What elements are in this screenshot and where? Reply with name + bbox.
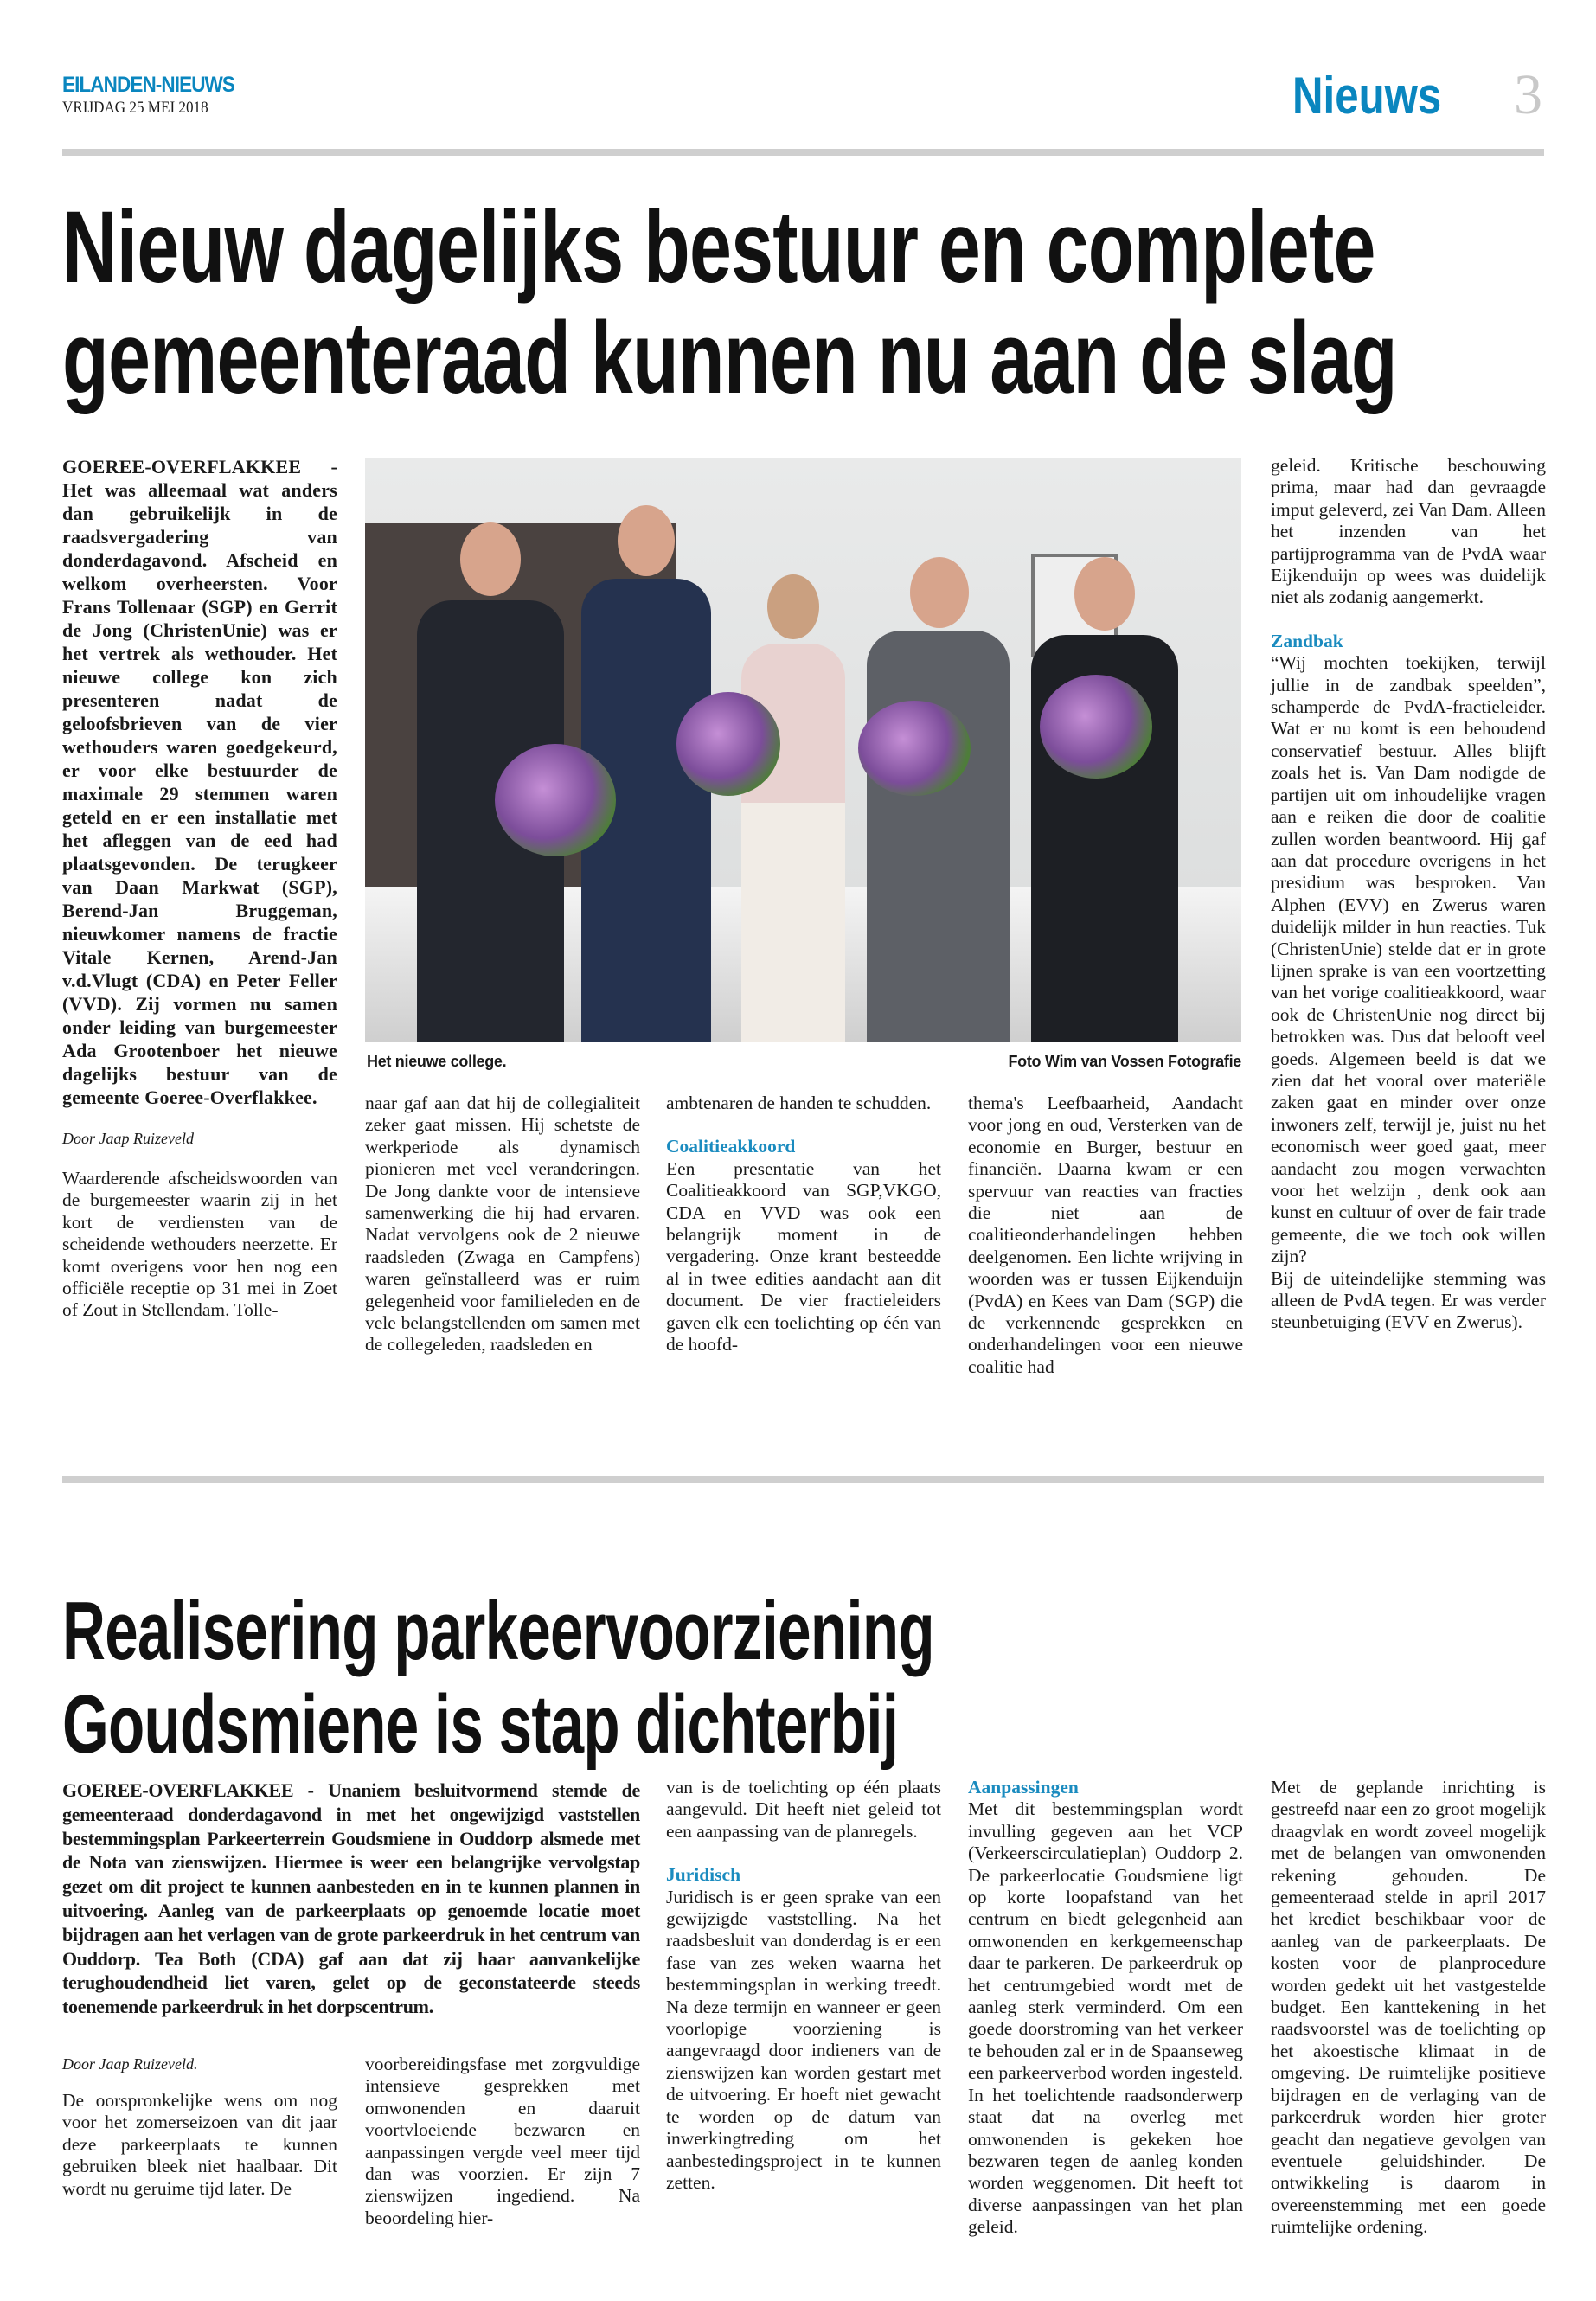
- page-number: 3: [1514, 63, 1542, 126]
- top-divider: [62, 149, 1544, 156]
- article2-lower-columns: [62, 2054, 640, 2229]
- photo-bouquet: [676, 692, 780, 796]
- article1-headline: [62, 192, 1397, 413]
- publication-logo: EILANDEN-NIEUWS: [62, 73, 234, 97]
- headline-line: gemeenteraad kunnen nu aan de slag: [62, 301, 1397, 415]
- subheading-juridisch: Juridisch: [666, 1864, 741, 1886]
- article2-column-5: Met de geplande inrichting is gestreefd naar een zo groot mogelijk draagvlak en wordt zoveel mogelijk met de belangen van omwonenden rekening gehouden. De gemeenteraad stelde in april 2017 het krediet beschikbaar voor de aanleg van de parkeerplaats. De kosten voor de planprocedure worden gedekt uit het vastgestelde budget. Een kanttekening in het raadsvoorstel was de toelichting op het akoestische klimaat in de omgeving. De ruimtelijke positieve bijdragen en de verlaging van de parkeerdruk worden hier groter geacht dan negatieve gevolgen van eventuele geluidshinder. De ontwikkeling is daarom in overeenstemming met een goede ruimtelijke ordening.: [1271, 1777, 1546, 2238]
- article1-byline: Door Jaap Ruizeveld: [62, 1130, 194, 1147]
- photo-caption: Het nieuwe college.: [367, 1053, 507, 1070]
- subheading-zandbak: Zandbak: [1271, 630, 1343, 651]
- photo-bouquet: [858, 701, 971, 796]
- headline-line: Nieuw dagelijks bestuur en complete: [62, 190, 1375, 304]
- article1-column-1: Waarderende afscheidswoorden van de burgemeester waarin zij in het kort de verdiensten van de scheidende wethouders neerzette. Er komt overigens voor hen nog een officiële receptie op 31 mei in Zoet of Zout in Stellendam. Tolle-: [62, 1168, 337, 1321]
- issue-date: VRIJDAG 25 MEI 2018: [62, 99, 208, 117]
- article2-column-4: [968, 1777, 1243, 2239]
- article2-lead: GOEREE-OVERFLAKKEE - Unaniem besluitvormend stemde de gemeenteraad donderdagavond in met het ongewijzigd vaststellen bestemmingsplan Parkeerterrein Goudsmiene in Ouddorp alsmede met de Nota van zienswijzen. Hiermee is weer een belangrijke vervolgstap gezet om dit project te kunnen aanbesteden en in te kunnen plannen in uitvoering. Aanleg van de parkeerplaats op genoemde locatie moet bijdragen aan het verlagen van de grote parkeerdruk in het centrum van Ouddorp. Tea Both (CDA) gaf aan dat zij haar aanvankelijke terughoudendheid liet varen, gelet op de geconstateerde steeds toenemende parkeerdruk in het dorpscentrum.: [62, 1779, 640, 2018]
- photo-bouquet: [495, 744, 616, 856]
- article2-headline: [62, 1585, 934, 1772]
- article1-lead: GOEREE-OVERFLAKKEE - Het was alleemaal wat anders dan gebruikelijk in de raadsvergadering van donderdagavond. Afscheid en welkom overheersten. Voor Frans Tollenaar (SGP) en Gerrit de Jong (ChristenUnie) was er het vertrek als wethouder. Het nieuwe college kon zich presenteren nadat de geloofsbrieven van de vier wethouders waren goedgekeurd, er voor elke bestuurder de maximale 29 stemmen waren geteld en er een installatie met het afleggen van de eed had plaatsgevonden. De terugkeer van Daan Markwat (SGP), Berend-Jan Bruggeman, nieuwkomer namens de fractie Vitale Kernen, Arend-Jan v.d.Vlugt (CDA) en Peter Feller (VVD). Zij vormen nu samen onder leiding van burgemeester Ada Grootenboer het nieuwe dagelijks bestuur van de gemeente Goeree-Overflakkee.: [62, 456, 337, 1108]
- headline-line: Realisering parkeervoorziening: [62, 1585, 934, 1677]
- paragraph: van is de toelichting op één plaats aangevuld. Dit heeft niet geleid tot een aanpassing van de planregels.: [666, 1777, 941, 1842]
- article1-left-column: [62, 455, 337, 1322]
- article1-column-2: naar gaf aan dat hij de collegialiteit zeker gaat missen. Hij schetste de werkperiode als dynamisch pionieren met veel veranderingen. De Jong dankte voor de intensieve samenwerking die hij had ervaren. Nadat vervolgens ook de 2 nieuwe raadsleden (Zwaga en Campfens) waren geïnstalleerd was er ruim gelegenheid voor familieleden en de vele belangstellenden om samen met de collegeleden, raadsleden en: [365, 1093, 640, 1356]
- subheading-aanpassingen: Aanpassingen: [968, 1777, 1079, 1798]
- paragraph: “Wij mochten toekijken, terwijl jullie in de zandbak speelden”, schamperde de PvdA-fractieleider. Wat er nu komt is een behoudend conservatief bestuur. Alles blijft zoals het is. Van Dam nodigde de partijen uit om inhoudelijke vragen aan e reiken die door de coalitie zullen worden beantwoord. Hij gaf aan dat procedure overigens in het presidium was besproken. Van Alphen (EVV) en Zwerus waren duidelijk milder in hun reacties. Tuk (ChristenUnie) stelde dat er in grote lijnen sprake is van een voortzetting van het vorige coalitieakkoord, waar ook de ChristenUnie nog direct bij betrokken was. Dus dat belooft veel goeds. Algemeen beeld is dat we zien dat het vooral over materiële zaken gaat en minder over onze inwoners zelf, terwijl je, juist nu het economisch weer goed gaat, meer aandacht zou mogen verwachten voor het welzijn , denk ook aan kunst en cultuur of over de fair trade gemeente, die we toch ook willen zijn?: [1271, 652, 1546, 1267]
- article1-column-5: [1271, 455, 1546, 1334]
- article2-column-3: [666, 1777, 941, 2194]
- subheading-coalitieakkoord: Coalitieakkoord: [666, 1136, 796, 1157]
- article2-column-1-wrap: [62, 2054, 337, 2200]
- article1-column-4: thema's Leefbaarheid, Aandacht voor jong en oud, Versterken van de economie en Burger, bestuur en financiën. Daarna kwam er een spervuur van reacties van fracties die niet aan de coalitieonderhandelingen hebben deelgenomen. Een lichte wrijving in woorden was er tussen Eijkenduijn (PvdA) en Kees van Dam (SGP) die de verkennende gesprekken en onderhandelingen voor een nieuwe coalitie had: [968, 1093, 1243, 1377]
- photo-person: [867, 557, 1010, 1042]
- photo-credit: Foto Wim van Vossen Fotografie: [1008, 1053, 1241, 1070]
- article2-byline: Door Jaap Ruizeveld.: [62, 2054, 198, 2073]
- article2-column-1: De oorspronkelijke wens om nog voor het zomerseizoen van dit jaar deze parkeerplaats te kunnen gebruiken bleek niet haalbaar. Dit wordt nu geruime tijd later. De: [62, 2089, 337, 2199]
- section-title: Nieuws: [1292, 67, 1442, 125]
- photo-person: [1031, 557, 1178, 1042]
- paragraph: Bij de uiteindelijke stemming was alleen de PvdA tegen. Er was verder steunbetuiging (EVV en Zwerus).: [1271, 1267, 1546, 1333]
- paragraph: ambtenaren de handen te schudden.: [666, 1093, 932, 1113]
- paragraph: Een presentatie van het Coalitieakkoord van SGP,VKGO, CDA en VVD was ook een belangrijk moment in de vergadering. Onze krant besteedde al in twee edities aandacht aan dit document. De vier fractieleiders gaven elk een toelichting op één van de hoofd-: [666, 1157, 941, 1356]
- article1-column-3: [666, 1093, 941, 1356]
- article2-left-block: [62, 1779, 640, 2229]
- article2-column-2: voorbereidingsfase met zorgvuldige intensieve gesprekken met omwonenden en daaruit voortvloeiende bezwaren en aanpassingen vergde veel meer tijd dan was voorzien. Er zijn 7 zienswijzen ingediend. Na beoordeling hier-: [365, 2053, 640, 2228]
- paragraph: Juridisch is er geen sprake van een gewijzigde vaststelling. Na het raadsbesluit van donderdag is er een fase van zes weken waarna het bestemmingsplan in werking treedt. Na deze termijn en wanneer er geen voorlopige voorziening is aangevraagd door indieners van de zienswijzen kan worden gestart met de uitvoering. Er hoeft niet gewacht te worden op de datum van inwerkingtreding om het aanbestedingsproject in te kunnen zetten.: [666, 1886, 941, 2193]
- photo-bouquet: [1040, 675, 1152, 779]
- article-divider: [62, 1476, 1544, 1483]
- paragraph: geleid. Kritische beschouwing prima, maar had dan gevraagde imput geleverd, zei Van Dam. Alleen het inzenden van het partijprogramma van de PvdA waar Eijkenduijn op wees was duidelijk niet als zodanig aangemerkt.: [1271, 455, 1546, 608]
- photo-person: [737, 574, 849, 1042]
- paragraph: Met dit bestemmingsplan wordt invulling gegeven aan het VCP (Verkeerscirculatieplan) Ouddorp 2. De parkeerlocatie Goudsmiene ligt op korte loopafstand van het centrum en biedt gelegenheid aan omwonenden en kerkgemeenschap daar te parkeren. De parkeerdruk op het centrumgebied wordt met de aanleg sterk verminderd. Om een goede doorstroming van het verkeer te behouden zal er in de Spaanseweg een parkeerverbod worden ingesteld. In het toelichtende raadsonderwerp staat dat na overleg met omwonenden is gekeken hoe bezwaren tegen de aanleg konden worden weggenomen. Dit heeft tot diverse aanpassingen van het plan geleid.: [968, 1798, 1243, 2238]
- headline-line: Goudsmiene is stap dichterbij: [62, 1678, 899, 1771]
- article1-photo: [365, 458, 1241, 1042]
- photo-caption-row: [367, 1052, 1241, 1071]
